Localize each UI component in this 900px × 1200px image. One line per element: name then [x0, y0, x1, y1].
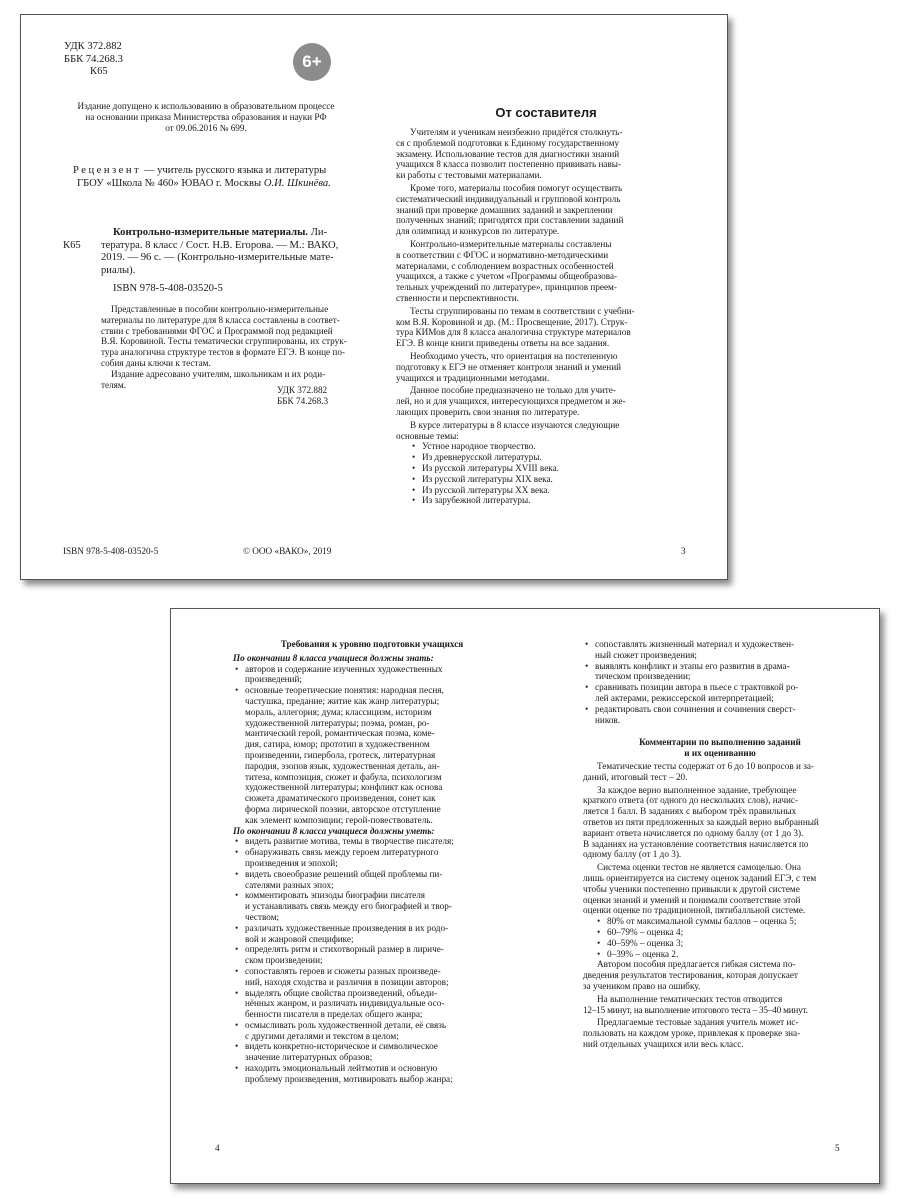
- paragraph: Контрольно-измерительные материалы составлены в соответствии с ФГОС и нормативно-методическими материалами, с соблюдением возрастных особенностей учащихся, а также с учетом «Программы общеобразова- тельных учреждений по литературе», принципов преем- ственности и перспективности.: [396, 238, 618, 303]
- bbk-code: ББК 74.268.3: [64, 53, 123, 65]
- approval-line: от 09.06.2016 № 699.: [165, 122, 247, 133]
- age-rating-badge: 6+: [293, 43, 331, 81]
- approval-notice: [36, 101, 376, 133]
- list-item: • Из зарубежной литературы.: [410, 495, 692, 506]
- footer-isbn: ISBN 978-5-408-03520-5: [63, 546, 159, 556]
- list-item: • Из русской литературы XX века.: [410, 485, 692, 496]
- udk-code: УДК 372.882: [277, 385, 328, 395]
- reviewer-name: О.И. Шкинёва.: [263, 177, 331, 189]
- footer-copyright: © ООО «ВАКО», 2019: [243, 546, 332, 556]
- paragraph: На выполнение тематических тестов отводится 12–15 минут, на выполнение итогового теста – 35–40 минут.: [583, 993, 808, 1015]
- page-number: 4: [215, 1143, 220, 1153]
- list-item: • осмысливать роль художественной детали, её связь с другими деталями и текстом в целом;: [233, 1020, 511, 1042]
- catalog-card: [63, 227, 363, 296]
- comments-text: [583, 761, 857, 1050]
- annotation-line: материалы по литературе для 8 класса составлены в соответ-: [101, 314, 340, 325]
- paragraph: Данное пособие предназначено не только для учите- лей, но и для учащихся, интересующихся предметом и же- лающих проверить свои знания по литературе.: [396, 385, 626, 417]
- catalog-title: Контрольно-измерительные материалы.: [113, 227, 309, 238]
- list-item: • 80% от максимальной суммы баллов – оценка 5;: [595, 916, 857, 927]
- classification-block: [64, 41, 123, 79]
- list-item: • определять ритм и стихотворный размер в лириче- ском произведении;: [233, 944, 511, 966]
- annotation: [101, 304, 377, 390]
- catalog-title-rest: Ли-: [308, 227, 328, 238]
- grades-list: [595, 916, 857, 959]
- section-title: От составителя: [495, 105, 597, 120]
- list-item: • 0–39% – оценка 2.: [595, 949, 857, 960]
- list-item: • основные теоретические понятия: народная песня, частушка, предание; житие как жанр литературы; мораль, аллегория; дума; классицизм, историзм художественной литературы; поэма, роман, ро- мантический герой, романтическая поэма, коме- дия, сатира, юмор; прототип в художественном произведении, гипербола, гротеск, литературная пародия, эзопов язык, художественная деталь, ан- титеза, композиция, сюжет и фабула, психологизм художественной литературы; конфликт как основа сюжета драматического произведения, сонет как форма лирической поэзии, авторское отступление как элемент композиции; герой-повествователь.: [233, 685, 511, 825]
- reviewer-school: ГБОУ «Школа № 460» ЮВАО г. Москвы: [77, 177, 262, 189]
- author-mark: К65: [90, 66, 108, 78]
- list-item: • находить эмоциональный лейтмотив и основную проблему произведения, мотивировать выбор жанра;: [233, 1063, 511, 1085]
- annotation-line: собия даны ключи к тестам.: [101, 357, 211, 368]
- list-item: • Из русской литературы XIX века.: [410, 474, 692, 485]
- list-item: • видеть развитие мотива, темы в творчестве писателя;: [233, 836, 511, 847]
- paragraph: За каждое верно выполненное задание, требующее краткого ответа (от одного до нескольких слов), начис- ляется 1 балл. В заданиях с выбором трёх правильных ответов из пяти предложенных за каждый верно выбранный вариант ответа начисляется по одному баллу (от 1 до 3). В заданиях на установление соответствия начисляется по одному баллу (от 1 до 3).: [583, 784, 819, 860]
- can-list: [233, 836, 511, 1084]
- requirements-column: [233, 639, 511, 1085]
- annotation-line: В.Я. Коровиной. Тесты тематически сгруппированы, их струк-: [101, 336, 347, 347]
- audience-line: телям.: [101, 379, 127, 390]
- paragraph: Предлагаемые тестовые задания учитель может ис- пользовать на каждом уроке, привлекая к проверке зна- ний отдельных учащихся или весь класс.: [583, 1017, 801, 1049]
- list-item: • сопоставлять жизненный материал и художествен- ный сюжет произведения;: [583, 639, 857, 661]
- reviewer-label: Рецензент: [73, 165, 142, 176]
- annotation-line: тура аналогична структуре тестов в формате ЕГЭ. В конце по-: [101, 347, 345, 358]
- list-item: • Устное народное творчество.: [410, 441, 692, 452]
- know-heading: По окончании 8 класса учащиеся должны знать:: [233, 652, 434, 663]
- catalog-code: К65: [63, 239, 81, 251]
- can-list-continued: [583, 639, 857, 725]
- annotation-line: ствии с требованиями ФГОС и Программой под редакцией: [101, 325, 333, 336]
- list-item: • различать художественные произведения в их родо- вой и жанровой специфике;: [233, 923, 511, 945]
- catalog-line: 2019. — 96 с. — (Контрольно-измерительные мате-: [101, 252, 334, 264]
- can-heading: По окончании 8 класса учащиеся должны уметь:: [233, 825, 435, 836]
- paragraph: Кроме того, материалы пособия помогут осуществить систематический индивидуальный и групповой контроль знаний при проверке домашних заданий и закреплении полученных знаний; пригодятся при составлении заданий для олимпиад и конкурсов по литературе.: [396, 182, 624, 237]
- preface-text: [396, 127, 692, 506]
- approval-line: Издание допущено к использованию в образовательном процессе: [77, 101, 335, 111]
- catalog-line: риалы).: [101, 264, 136, 276]
- comments-title: Комментарии по выполнению заданий и их оцениванию: [639, 737, 801, 759]
- page-number: 5: [835, 1143, 840, 1153]
- list-item: • комментировать эпизоды биографии писателя и устанавливать связь между его биографией и твор- чеством;: [233, 890, 511, 922]
- book-page-3: [20, 14, 728, 580]
- classification-repeat: [277, 385, 328, 407]
- requirements-title: Требования к уровню подготовки учащихся: [280, 639, 464, 649]
- audience-line: Издание адресовано учителям, школьникам и их роди-: [111, 368, 326, 379]
- list-item: • 40–59% – оценка 3;: [595, 938, 857, 949]
- paragraph: В курсе литературы в 8 классе изучаются следующие основные темы:: [396, 419, 620, 441]
- annotation-line: Представленные в пособии контрольно-измерительные: [111, 304, 329, 314]
- list-item: • Из русской литературы XVIII века.: [410, 463, 692, 474]
- list-item: • выделять общие свойства произведений, объеди- нённых жанром, и различать индивидуальные осо- бенности писателя в пределах общего жанра;: [233, 988, 511, 1020]
- isbn: ISBN 978-5-408-03520-5: [113, 283, 223, 295]
- reviewer-text: — учитель русского языка и литературы: [141, 165, 327, 176]
- udk-code: УДК 372.882: [64, 41, 122, 52]
- list-item: • сравнивать позиции автора в пьесе с трактовкой ро- лей актерами, режиссерской интерпретацией;: [583, 682, 857, 704]
- comments-column: [583, 639, 857, 1050]
- paragraph: Система оценки тестов не является самоцелью. Она лишь ориентируется на систему оценок заданий ЕГЭ, с тем чтобы ученики постепенно привыкли к другой системе оценки знаний и умений и понимали соответствие этой оценки оценке по традиционной, пятибалльной системе.: [583, 862, 817, 916]
- paragraph: Автором пособия предлагается гибкая система по- дведения результатов тестирования, которая допускает за учеником право на ошибку.: [583, 959, 798, 991]
- paragraph: Учителям и ученикам неизбежно придётся столкнуть- ся с проблемой подготовки к Единому государственному экзамену. Использование тестов для диагностики знаний учащихся 8 класса позволит постепенно прививать навы- ки работы с тестовыми материалами.: [396, 127, 623, 181]
- list-item: • авторов и содержание изученных художественных произведений;: [233, 664, 511, 686]
- book-spread-4-5: [170, 608, 880, 1184]
- topics-list: [410, 441, 692, 506]
- paragraph: Тематические тесты содержат от 6 до 10 вопросов и за- даний, итоговый тест – 20.: [583, 760, 814, 782]
- approval-line: на основании приказа Министерства образования и науки РФ: [85, 111, 327, 122]
- list-item: • видеть своеобразие решений общей проблемы пи- сателями разных эпох;: [233, 869, 511, 891]
- list-item: • обнаруживать связь между героем литературного произведения и эпохой;: [233, 847, 511, 869]
- list-item: • видеть конкретно-историческое и символическое значение литературных образов;: [233, 1041, 511, 1063]
- bbk-code: ББК 74.268.3: [277, 395, 329, 406]
- list-item: • 60–79% – оценка 4;: [595, 927, 857, 938]
- list-item: • Из древнерусской литературы.: [410, 452, 692, 463]
- paragraph: Тесты сгруппированы по темам в соответствии с учебни- ком В.Я. Коровиной и др. (М.: Просвещение, 2017). Струк- тура КИМов для 8 класса аналогична структуре материалов ЕГЭ. В конце книги приведены ответы на все задания.: [396, 305, 635, 349]
- list-item: • выявлять конфликт и этапы его развития в драма- тическом произведении;: [583, 661, 857, 683]
- paragraph: Необходимо учесть, что ориентация на постепенную подготовку к ЕГЭ не отменяет контроля знаний и умений учащихся и традиционными методами.: [396, 350, 622, 383]
- list-item: • сопоставлять героев и сюжеты разных произведе- ний, находя сходства и различия в позиции авторов;: [233, 966, 511, 988]
- reviewer-block: [73, 165, 373, 190]
- page-number: 3: [681, 546, 686, 556]
- know-list: [233, 664, 511, 826]
- list-item: • редактировать свои сочинения и сочинения сверст- ников.: [583, 704, 857, 726]
- catalog-line: тература. 8 класс / Сост. Н.В. Егорова. — М.: ВАКО,: [101, 239, 339, 251]
